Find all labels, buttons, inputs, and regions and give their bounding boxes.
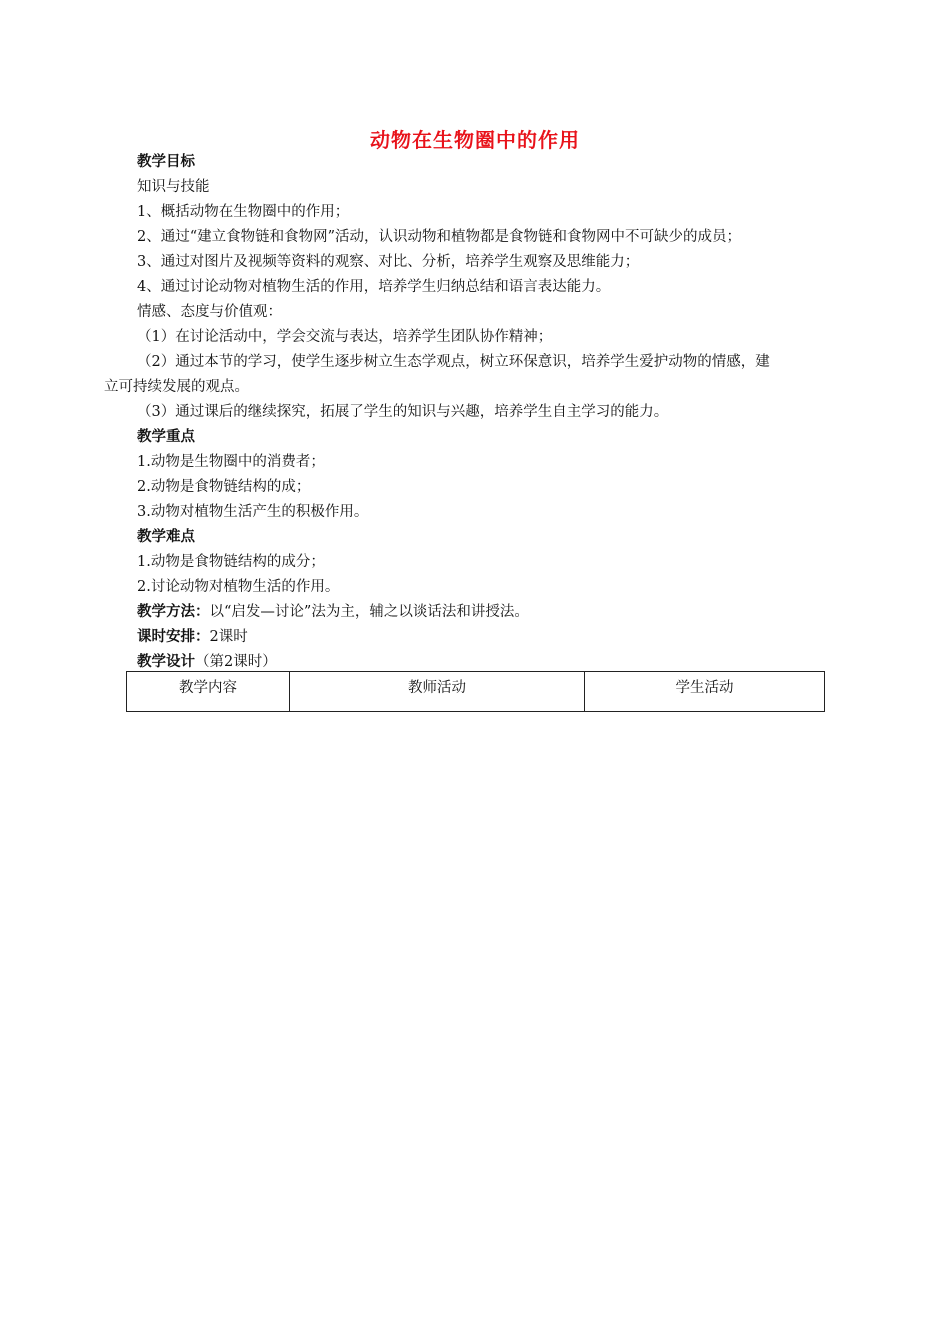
document-body <box>104 150 874 675</box>
knowledge-item: 2、通过“建立食物链和食物网”活动，认识动物和植物都是食物链和食物网中不可缺少的成员； <box>137 229 742 245</box>
schedule-value: 2课时 <box>209 629 248 645</box>
design-table <box>126 671 825 712</box>
schedule-label: 课时安排： <box>137 629 210 645</box>
key-points-heading: 教学重点 <box>137 429 195 445</box>
difficulty-item: 2.讨论动物对植物生活的作用。 <box>137 579 340 595</box>
design-label: 教学设计 <box>137 654 195 670</box>
knowledge-item: 1、概括动物在生物圈中的作用； <box>137 204 350 220</box>
emotion-item: （2）通过本节的学习，使学生逐步树立生态学观点，树立环保意识，培养学生爱护动物的情感，建 <box>137 354 770 370</box>
method-label: 教学方法： <box>137 604 210 620</box>
method-line <box>104 600 874 625</box>
emotion-item: （1）在讨论活动中，学会交流与表达，培养学生团队协作精神； <box>137 329 553 345</box>
difficulty-item: 1.动物是食物链结构的成分； <box>137 554 325 570</box>
column-header-teacher: 教师活动 <box>290 672 585 712</box>
method-value: 以“启发—讨论”法为主，辅之以谈话法和讲授法。 <box>209 604 529 620</box>
key-point-item: 3.动物对植物生活产生的积极作用。 <box>137 504 369 520</box>
emotion-item-continued: 立可持续发展的观点。 <box>104 379 249 395</box>
emotion-item: （3）通过课后的继续探究，拓展了学生的知识与兴趣，培养学生自主学习的能力。 <box>137 404 669 420</box>
key-point-item: 2.动物是食物链结构的成； <box>137 479 311 495</box>
knowledge-heading: 知识与技能 <box>137 179 210 195</box>
knowledge-item: 3、通过对图片及视频等资料的观察、对比、分析，培养学生观察及思维能力； <box>137 254 640 270</box>
document-title: 动物在生物圈中的作用 <box>370 128 580 152</box>
difficulties-heading: 教学难点 <box>137 529 195 545</box>
design-note: （第2课时） <box>195 654 277 670</box>
column-header-student: 学生活动 <box>585 672 825 712</box>
emotion-heading: 情感、态度与价值观： <box>137 304 282 320</box>
knowledge-item: 4、通过讨论动物对植物生活的作用，培养学生归纳总结和语言表达能力。 <box>137 279 611 295</box>
schedule-line <box>104 625 874 650</box>
column-header-content: 教学内容 <box>127 672 290 712</box>
key-point-item: 1.动物是生物圈中的消费者； <box>137 454 325 470</box>
design-table-header-row <box>127 672 825 712</box>
objectives-heading: 教学目标 <box>137 154 195 170</box>
